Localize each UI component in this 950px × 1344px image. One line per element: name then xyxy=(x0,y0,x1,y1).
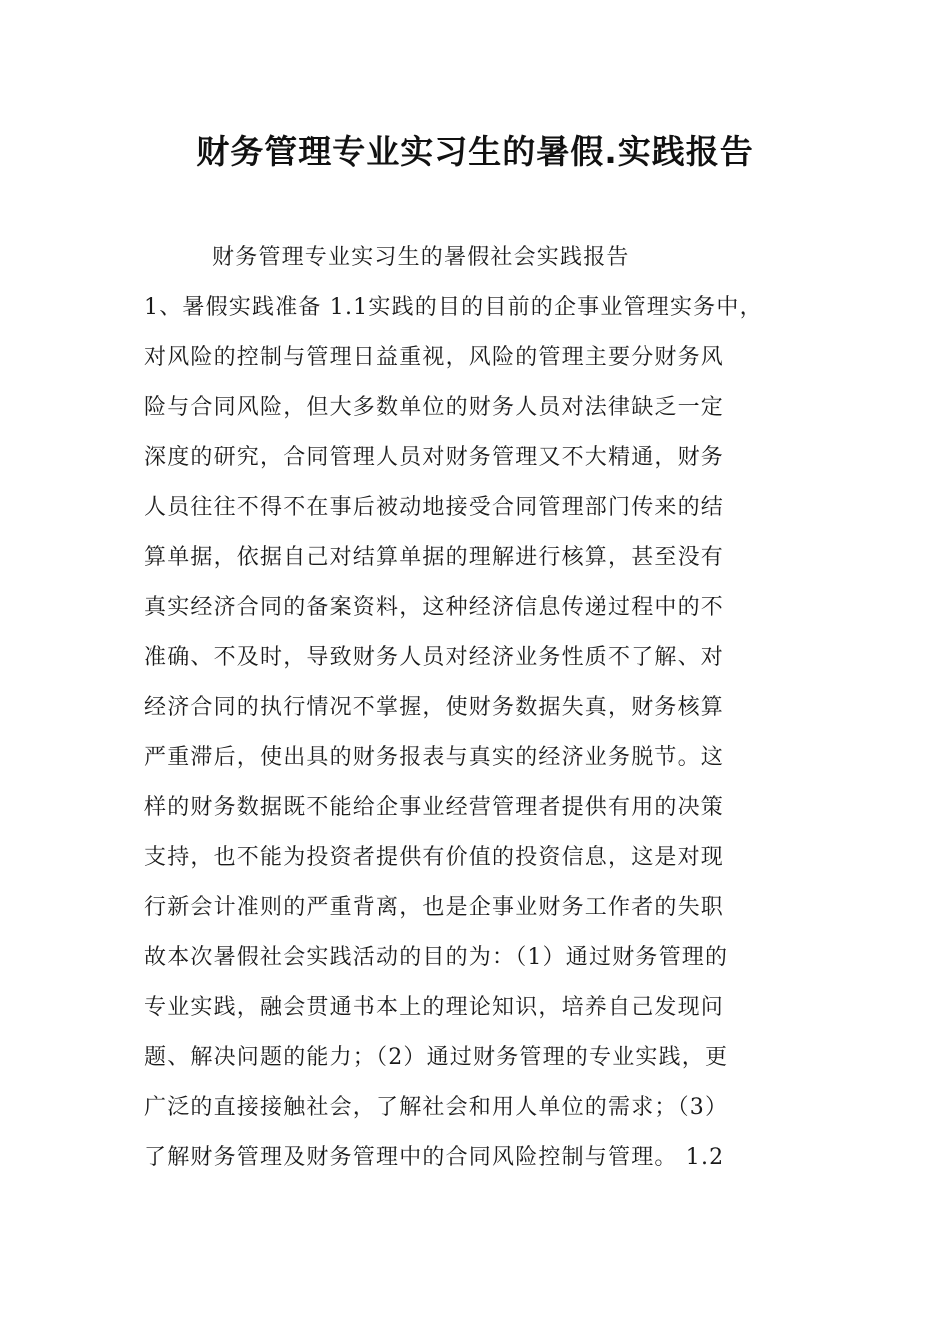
body-line: 经济合同的执行情况不掌握，使财务数据失真，财务核算 xyxy=(144,695,725,720)
body-line: 险与合同风险，但大多数单位的财务人员对法律缺乏一定 xyxy=(144,395,725,420)
body-line: 行新会计准则的严重背离，也是企事业财务工作者的失职 xyxy=(144,895,725,920)
body-line: 1、暑假实践准备 1.1实践的目的目前的企事业管理实务中， xyxy=(144,295,763,320)
document-title: 财务管理专业实习生的暑假.实践报告 xyxy=(196,132,754,171)
body-line: 算单据，依据自己对结算单据的理解进行核算，甚至没有 xyxy=(144,545,725,570)
body-line: 对风险的控制与管理日益重视，风险的管理主要分财务风 xyxy=(144,345,725,370)
body-line: 了解财务管理及财务管理中的合同风险控制与管理。 1.2 xyxy=(144,1145,725,1170)
body-line: 故本次暑假社会实践活动的目的为：（1）通过财务管理的 xyxy=(144,945,729,970)
body-line: 专业实践，融会贯通书本上的理论知识，培养自己发现问 xyxy=(144,995,725,1020)
body-line: 题、解决问题的能力；（2）通过财务管理的专业实践，更 xyxy=(144,1045,729,1070)
body-line: 严重滞后，使出具的财务报表与真实的经济业务脱节。这 xyxy=(144,745,725,770)
body-line: 真实经济合同的备案资料，这种经济信息传递过程中的不 xyxy=(144,595,725,620)
body-line: 支持，也不能为投资者提供有价值的投资信息，这是对现 xyxy=(144,845,725,870)
body-line: 准确、不及时，导致财务人员对经济业务性质不了解、对 xyxy=(144,645,725,670)
body-text xyxy=(144,288,824,1188)
body-line: 样的财务数据既不能给企事业经营管理者提供有用的决策 xyxy=(144,795,725,820)
body-line: 深度的研究，合同管理人员对财务管理又不大精通，财务 xyxy=(144,445,725,470)
report-subtitle: 财务管理专业实习生的暑假社会实践报告 xyxy=(212,245,630,270)
body-line: 人员往往不得不在事后被动地接受合同管理部门传来的结 xyxy=(144,495,725,520)
body-line: 广泛的直接接触社会，了解社会和用人单位的需求；（3） xyxy=(144,1095,729,1120)
